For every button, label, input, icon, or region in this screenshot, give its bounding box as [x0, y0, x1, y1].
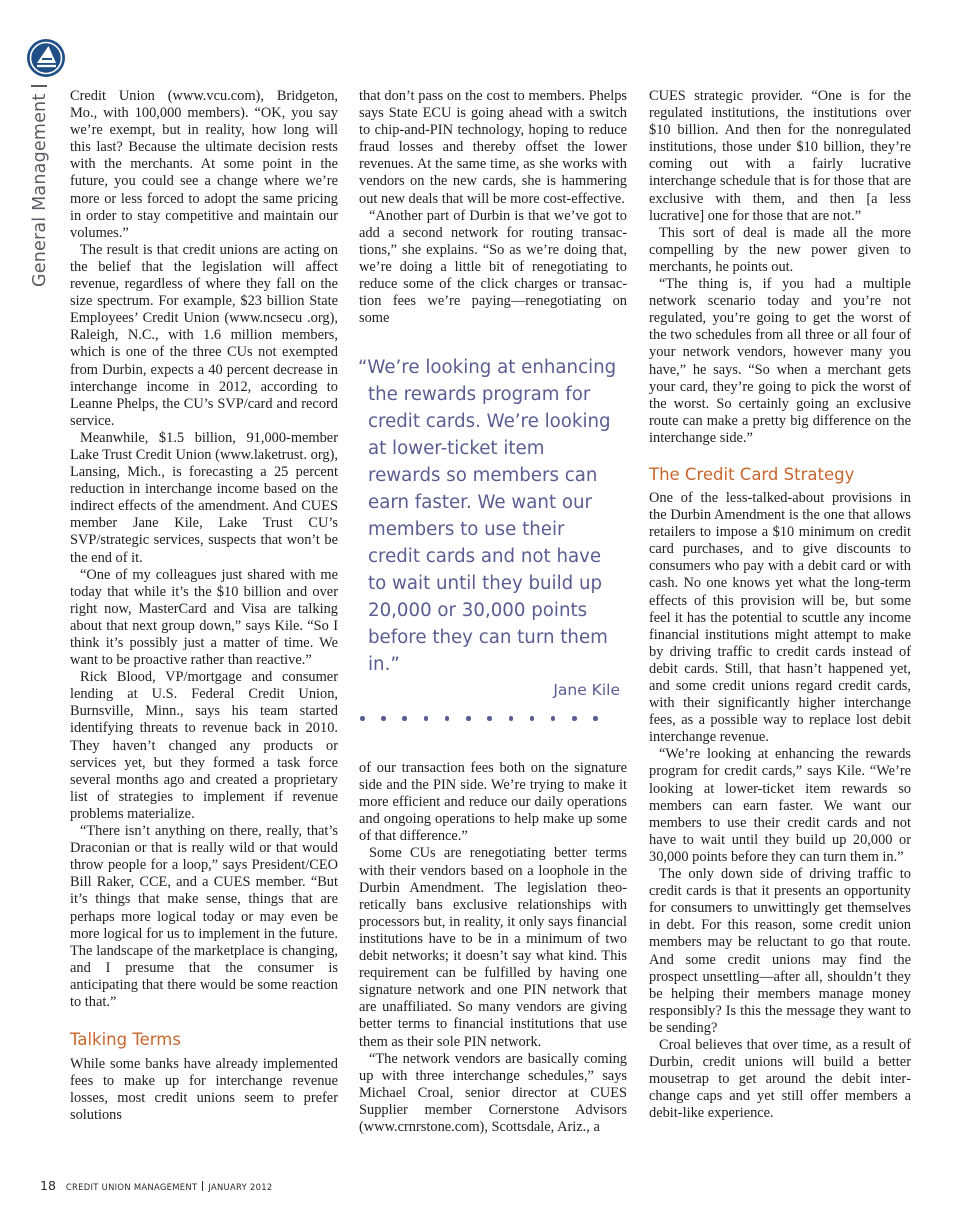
section-label — [30, 77, 52, 287]
article-column-2-bottom — [359, 760, 627, 1136]
section-divider — [31, 85, 47, 87]
article-column-3 — [649, 88, 911, 1122]
paragraph: Croal believes that over time, as a result of Durbin, credit unions will build a better mousetrap to get around the debit interchange caps and yet still offer members a debit-like experience. — [649, 1036, 911, 1122]
paragraph: “The thing is, if you had a multiple network scenario today and you’re not regulated, you’re going to get the worst of the two schedules from all three or all four of your network vendors, however many you have,” he says. “So when a merchant gets your card, they’re going to pick the worst of the worst. So certainly going an exclusive route can make a pretty big difference on the interchange side.” — [649, 276, 911, 446]
paragraph: This sort of deal is made all the more compelling by the new power given to merchants, he points out. — [649, 224, 911, 275]
pull-quote-attribution: Jane Kile — [553, 681, 620, 699]
paragraph: “The network vendors are basically coming up with three interchange schedules,” says Michael Croal, senior director at CUES Supplier member Cornerstone Advisors (www.crnrstone.com), Scottsdale, Ariz., a — [359, 1050, 627, 1135]
paragraph: “There isn’t anything on there, really, that’s Draconian or that is really wild or that would throw people for a loop,” says President/CEO Bill Raker, CCE, and a CUES member. “But it’s things that make sense, things that are perhaps more logical today or may even be more logical for us to implement in the future. The landscape of the marketplace is changing, and I presume that the consumer is anticipating that there would be some reaction to that.” — [70, 823, 338, 1010]
issue-date: JANUARY 2012 — [208, 1182, 273, 1192]
paragraph: The result is that credit unions are acting on the belief that the legislation will affect revenue, regardless of where they fall on the size spectrum. For example, $23 billion State Employees’ Credit Union (www.ncsecu .org), Raleigh, N.C., with 1.6 million members, which is one of the three CUs not exempted from Durbin, expects a 40 percent decrease in interchange income in 2012, according to Leanne Phelps, the CU’s SVP/card and record service. — [70, 241, 338, 429]
paragraph: “Another part of Durbin is that we’ve got to add a second network for routing transactions,” she explains. “So as we’re doing that, we’re doing a little bit of renegotiating to reduce some of the click charges or transaction fees we’re paying—renegotiating on some — [359, 207, 627, 327]
paragraph: Meanwhile, $1.5 billion, 91,000-member Lake Trust Credit Union (www.laketrust. org), Lansing, Mich., is forecasting a 25 percent reduction in interchange income based on the indirect effects of the amendment. And CUES member Jane Kile, Lake Trust CU’s SVP/strategic services, suspects that won’t be the end of it. — [70, 429, 338, 566]
section-heading-talking-terms: Talking Terms — [70, 1030, 181, 1050]
footer-divider — [202, 1181, 203, 1191]
paragraph: CUES strategic provider. “One is for the regulated institutions, the institutions over $10 billion. And then for the nonregulated institutions, those under $10 billion, they’re coming out with a fairly lucrative interchange schedule that is for those that are exclusive with them, and then [a less lucrative] one for those that are not.” — [649, 88, 911, 224]
cues-logo-icon — [26, 38, 66, 78]
section-label-text: General Management — [30, 93, 50, 287]
pull-quote — [358, 354, 620, 721]
paragraph: “We’re looking at enhancing the rewards program for credit cards,” says Kile. “We’re looking at lower-ticket item rewards so members can earn faster. We want our members to use their credit cards and not have to wait until they build up 20,000 or 30,000 points before they can turn them in.” — [649, 746, 911, 865]
magazine-title: CREDIT UNION MANAGEMENT — [65, 1182, 198, 1192]
pull-quote-dot-divider — [360, 716, 598, 721]
paragraph: One of the less-talked-about provisions in the Durbin Amendment is the one that allows retailers to impose a $10 minimum on credit card purchases, and to give discounts to consumers who pay with a debit card or with cash. No one knows yet what the long-term effects of this provision will be, but some feel it has the potential to scuttle any income financial institutions might attempt to make by driving traffic to credit cards instead of debit cards. Still, that hasn’t happened yet, and some credit unions regard credit cards, with their significantly higher interchange fees, as a possible way to replace lost debit interchange revenue. — [649, 489, 911, 746]
paragraph: that don’t pass on the cost to members. Phelps says State ECU is going ahead with a switch to chip-and-PIN technology, hoping to reduce fraud losses and thereby offset the lower revenues. At the same time, as she works with vendors on the new cards, she is hammering out new deals that will be more cost-effective. — [359, 88, 627, 207]
paragraph: of our transaction fees both on the signature side and the PIN side. We’re trying to make it more efficient and reduce our daily operations and ongoing operations to help make up some of that difference.” — [359, 760, 627, 845]
paragraph: Credit Union (www.vcu.com), Bridgeton, Mo., with 100,000 members). “OK, you say we’re exempt, but in reality, how long will this last? Because the ultimate decision rests with the merchants. At some point in the future, you could see a change where we’re more or less forced to adopt the same pricing in order to stay competitive and maintain our volumes.” — [70, 88, 338, 241]
pull-quote-text: “We’re looking at enhancing the rewards program for credit cards. We’re looking at lower-ticket item rewards so members can earn faster. We want our members to use their credit cards and not have to wait until they build up 20,000 or 30,000 points before they can turn them in.” — [358, 357, 617, 675]
paragraph: While some banks have already implemented fees to make up for interchange revenue losses, most credit unions seem to prefer solutions — [70, 1056, 338, 1124]
article-column-2-top — [359, 88, 627, 327]
paragraph: The only down side of driving traffic to credit cards is that it presents an opportunity for consumers to unwittingly get themselves in debt. For this reason, some credit union members may be reluctant to go that route. And some credit unions may find the prospect unsettling—after all, shouldn’t they be helping their members manage money responsibly? Is this the message they want to be sending? — [649, 866, 911, 1036]
paragraph: Some CUs are renegotiating better terms with their vendors based on a loophole in the Durbin Amendment. The legislation theoretically bans exclusive relationships with processors but, in reality, it only says financial institutions have to be in a minimum of two debit networks; it doesn’t say what kind. This requirement can be fulfilled by having one signature network and one PIN network that are unaffiliated. So many vendors are giving better terms to financial institutions that use them as their sole PIN network. — [359, 845, 627, 1050]
page-number: 18 — [40, 1178, 56, 1193]
page-footer — [40, 1175, 272, 1194]
paragraph: “One of my colleagues just shared with me today that while it’s the $10 billion and over right now, MasterCard and Visa are talking about that next group down,” says Kile. “So I think it’s possibly just a matter of time. We want to be proactive rather than reactive.” — [70, 566, 338, 669]
paragraph: Rick Blood, VP/mortgage and consumer lending at U.S. Federal Credit Union, Burnsville, Minn., says his team started identifying threats to revenue back in 2010. They haven’t changed any products or services yet, but they formed a task force several months ago and created a proprietary list of strategies to implement if revenue problems materialize. — [70, 669, 338, 822]
article-column-1 — [70, 88, 338, 1124]
section-heading-credit-card-strategy: The Credit Card Strategy — [649, 464, 855, 484]
